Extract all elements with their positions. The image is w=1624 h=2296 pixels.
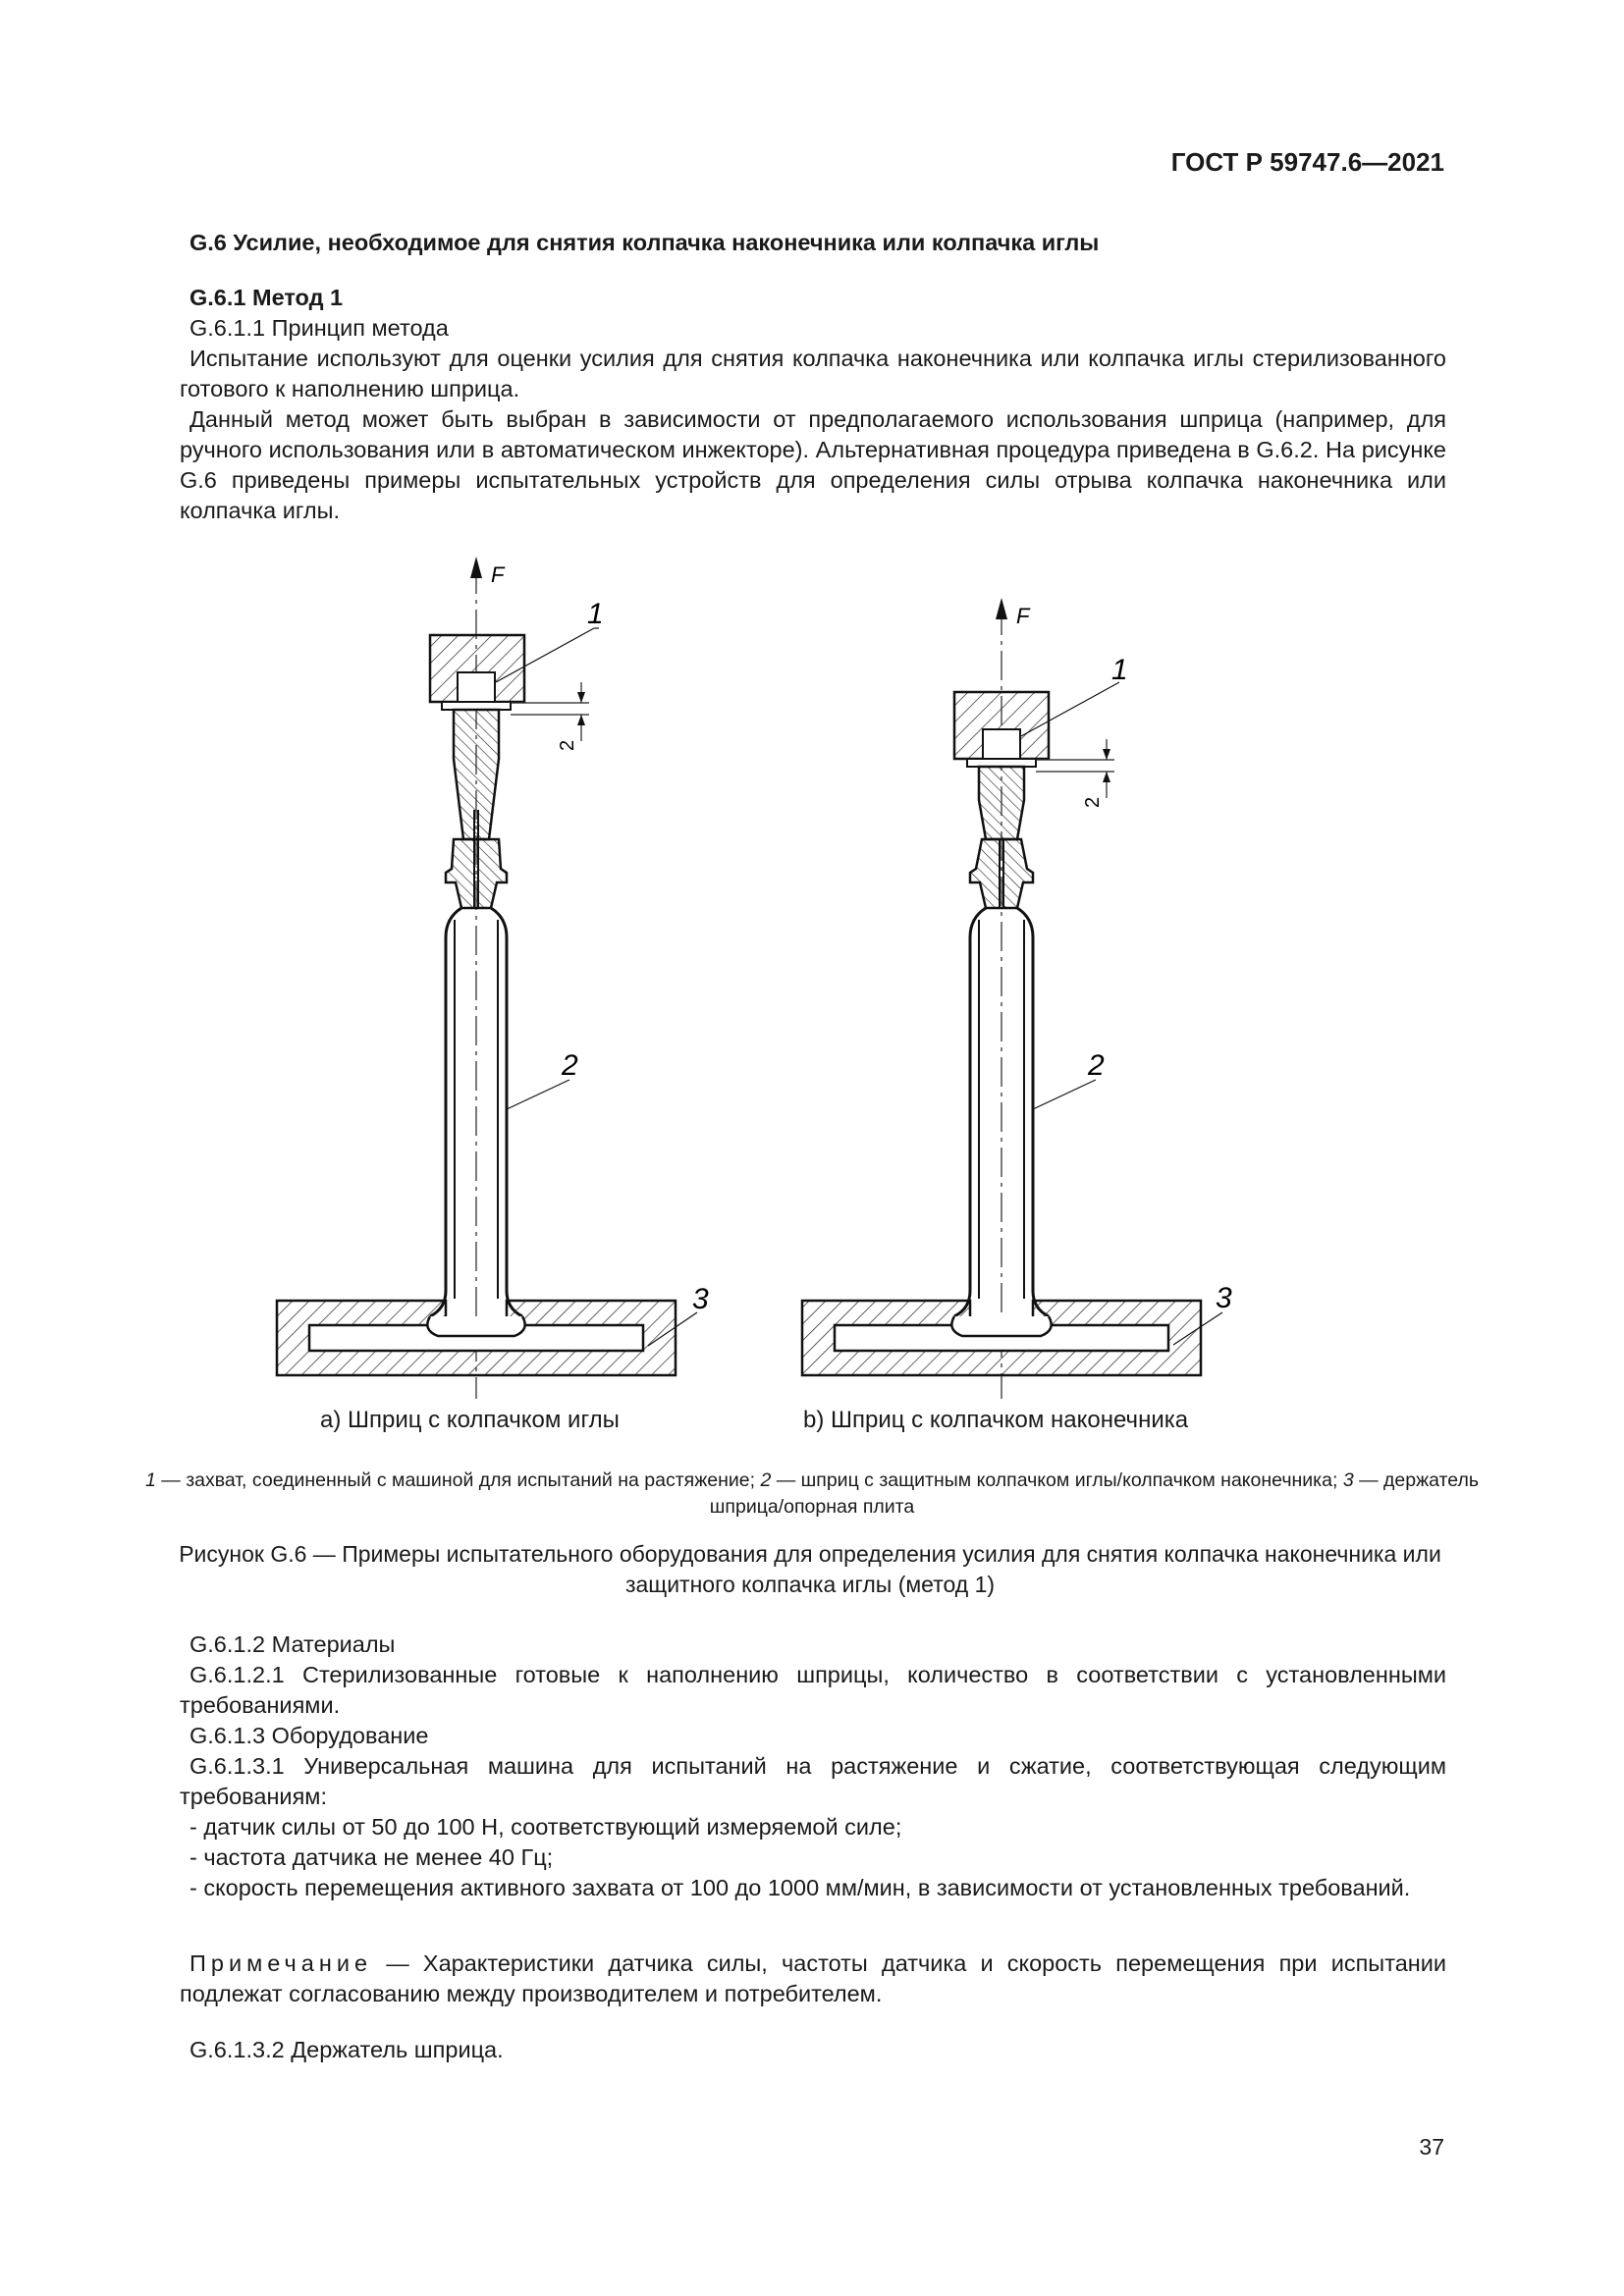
- legend-2-text: — шприц с защитным колпачком иглы/колпачком наконечника;: [771, 1469, 1343, 1491]
- legend-2-num: 2: [760, 1469, 772, 1491]
- equipment-text: G.6.1.3.1 Универсальная машина для испытаний на растяжение и сжатие, соответствующая следующим требованиям:: [180, 1753, 1446, 1809]
- force-label-b: F: [1016, 604, 1030, 628]
- callout-3-b: 3: [1216, 1282, 1232, 1314]
- requirement-3: - скорость перемещения активного захвата от 100 до 1000 мм/мин, в зависимости от установленных требований.: [189, 1875, 1411, 1900]
- materials-text: G.6.1.2.1 Стерилизованные готовые к наполнению шприцы, количество в соответствии с установленными требованиями.: [180, 1662, 1446, 1718]
- force-label-a: F: [491, 562, 505, 587]
- figure-title: Рисунок G.6 — Примеры испытательного оборудования для определения усилия для снятия колпачка наконечника или защитного колпачка иглы (метод 1): [179, 1541, 1441, 1597]
- legend-1-num: 1: [145, 1469, 156, 1491]
- note-text: — Характеристики датчика силы, частоты датчика и скорость перемещения при испытании подлежат согласованию между производителем и потребителем.: [180, 1950, 1446, 2006]
- dim-label-a: 2: [557, 739, 578, 751]
- holder-title: G.6.1.3.2 Держатель шприца.: [189, 2037, 504, 2062]
- callout-3-a: 3: [692, 1283, 709, 1315]
- requirement-2: - частота датчика не менее 40 Гц;: [189, 1844, 554, 1870]
- callout-2-a: 2: [562, 1049, 578, 1082]
- requirement-1: - датчик силы от 50 до 100 Н, соответствующий измеряемой силе;: [189, 1814, 902, 1840]
- principle-title: G.6.1.1 Принцип метода: [189, 315, 449, 341]
- legend-3-text: — держатель шприца/опорная плита: [709, 1469, 1479, 1518]
- paragraph-1: Испытание используют для оценки усилия для снятия колпачка наконечника или колпачка иглы стерилизованного готового к наполнению шприца.: [180, 346, 1446, 401]
- materials-title: G.6.1.2 Материалы: [189, 1631, 396, 1657]
- note: [180, 1949, 1446, 2009]
- caption-a: a) Шприц с колпачком иглы: [320, 1407, 620, 1433]
- equipment-title: G.6.1.3 Оборудование: [189, 1723, 429, 1748]
- note-label: Примечание: [189, 1950, 373, 1976]
- callout-2-b: 2: [1088, 1049, 1105, 1082]
- figure-a-syringe-needle-cap: [277, 557, 709, 1399]
- callout-1-b: 1: [1111, 654, 1128, 686]
- document-header: ГОСТ Р 59747.6—2021: [1170, 147, 1444, 177]
- figure-b-syringe-tip-cap: [802, 598, 1232, 1399]
- caption-b: b) Шприц с колпачком наконечника: [803, 1407, 1189, 1433]
- dim-label-b: 2: [1082, 796, 1104, 808]
- legend-3-num: 3: [1342, 1469, 1354, 1491]
- figure-g6-drawing: [265, 545, 1296, 1438]
- subsection-title: G.6.1 Метод 1: [189, 285, 344, 310]
- legend-1-text: — захват, соединенный с машиной для испытаний на растяжение;: [155, 1469, 761, 1491]
- callout-1-a: 1: [587, 598, 604, 630]
- section-title: G.6 Усилие, необходимое для снятия колпачка наконечника или колпачка иглы: [189, 230, 1100, 255]
- page-number: 37: [1419, 2134, 1444, 2160]
- paragraph-2: Данный метод может быть выбран в зависимости от предполагаемого использования шприца (например, для ручного использования или в автоматическом инжекторе). Альтернативная процедура приведена в G.6.2. На рисунке G.6 приведены примеры испытательных устройств для определения силы отрыва колпачка наконечника или колпачка иглы.: [180, 406, 1446, 523]
- figure-legend: [137, 1468, 1487, 1521]
